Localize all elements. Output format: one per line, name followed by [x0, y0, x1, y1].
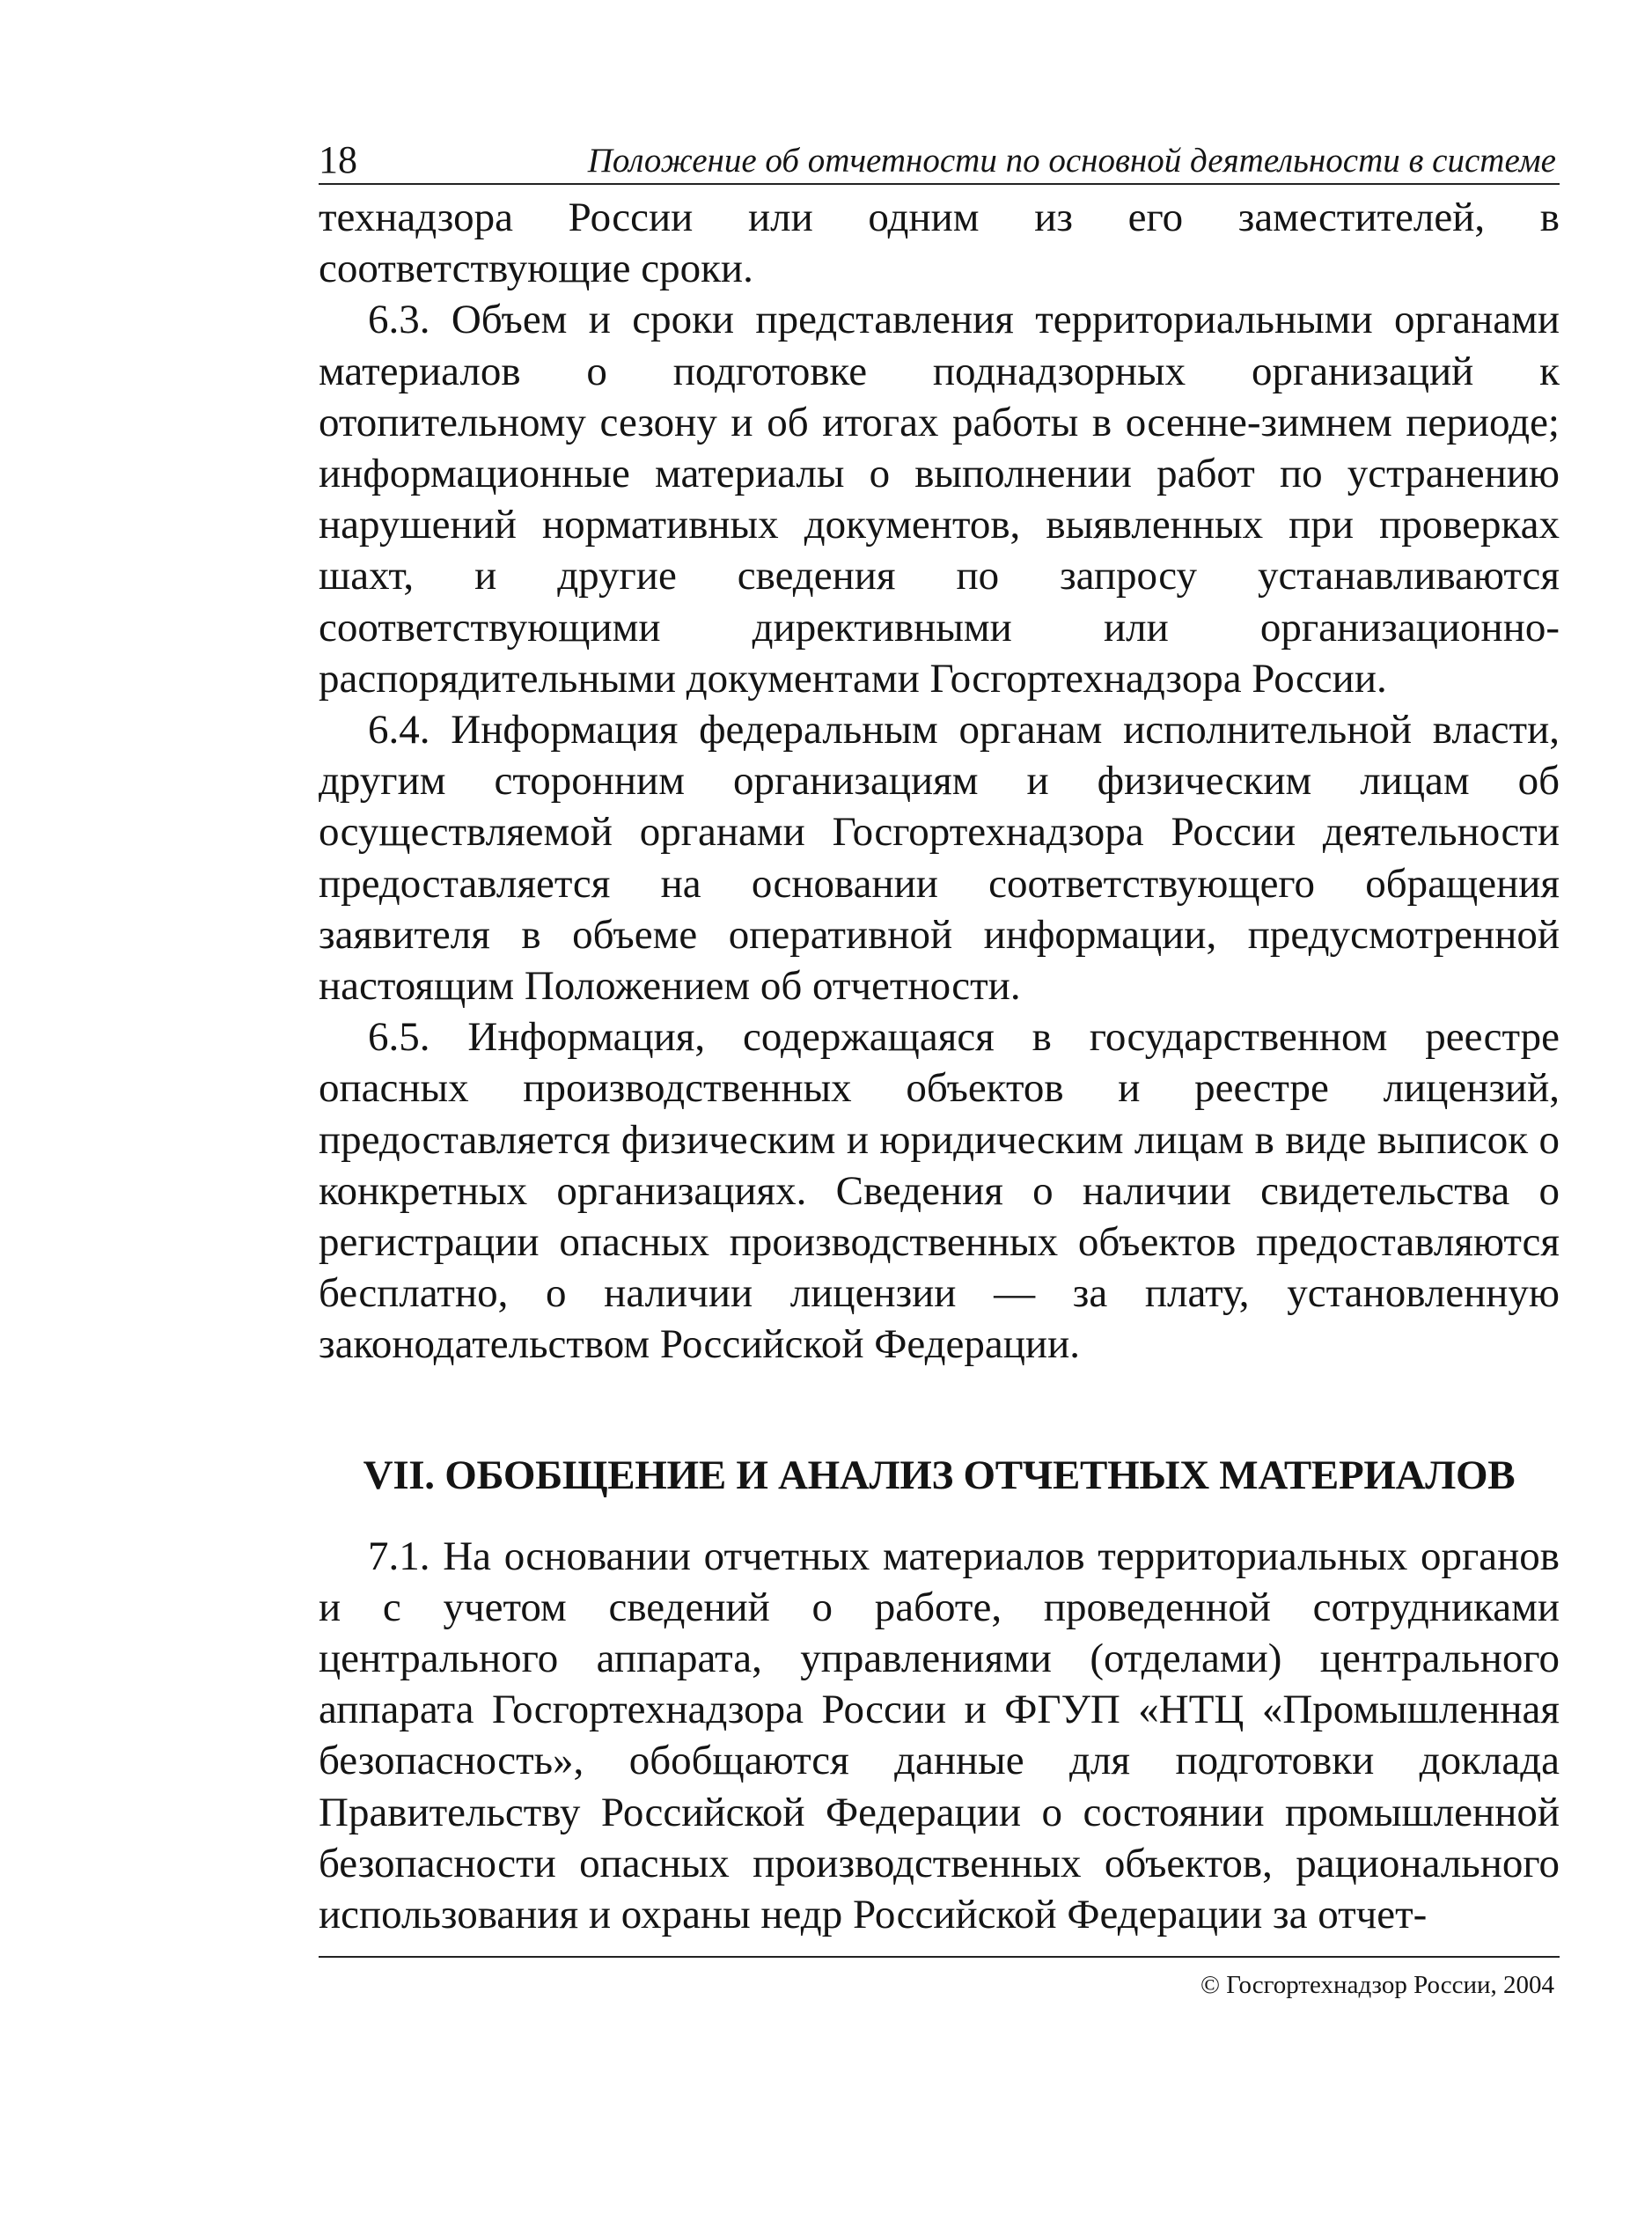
- body-text: [319, 192, 1560, 1371]
- paragraph-6-3: 6.3. Объем и сроки представления территориальными органами материалов о подготовке поднадзорных организаций к отопительному сезону и об итогах работы в осенне-зимнем периоде; информационные материалы о выполнении работ по устранению нарушений нормативных документов, выявленных при проверках шахт, и другие сведения по запросу устанавливаются соответствующими директивными или организационно-распорядительными документами Госгортехнадзора России.: [319, 297, 1560, 702]
- paragraph-6-4: 6.4. Информация федеральным органам исполнительной власти, другим сторонним организациям и физическим лицам об осуществляемой органами Госгортехнадзора России деятельности предоставляется на основании соответствующего обращения заявителя в объеме оперативной информации, предусмотренной настоящим Положением об отчетности.: [319, 707, 1560, 1010]
- paragraph-7-1: 7.1. На основании отчетных материалов территориальных органов и с учетом сведений о работе, проведенной сотрудниками центрального аппарата, управлениями (отделами) центрального аппарата Госгортехнадзора России и ФГУП «НТЦ «Промышленная безопасность», обобщаются данные для подготовки доклада Правительству Российской Федерации о состоянии промышленной безопасности опасных производственных объектов, рационального использования и охраны недр Российской Федерации за отчет-: [319, 1533, 1560, 1938]
- running-header: [319, 132, 1560, 185]
- paragraph-6-5: 6.5. Информация, содержащаяся в государственном реестре опасных производственных объектов и реестре лицензий, предоставляется физическим и юридическим лицам в виде выписок о конкретных организациях. Сведения о наличии свидетельства о регистрации опасных производственных объектов предоставляются бесплатно, о наличии лицензии — за плату, установленную законодательством Российской Федерации.: [319, 1014, 1560, 1368]
- section-heading: VII. ОБОБЩЕНИЕ И АНАЛИЗ ОТЧЕТНЫХ МАТЕРИАЛОВ: [363, 1452, 1516, 1498]
- page-number: 18: [319, 138, 357, 181]
- copyright-footer: © Госгортехнадзор России, 2004: [1200, 1971, 1554, 2000]
- document-page: [319, 132, 1560, 1998]
- running-title: Положение об отчетности по основной деятельности в системе: [587, 142, 1556, 180]
- section-gap: [319, 1501, 1560, 1531]
- paragraph-continuation: технадзора России или одним из его заместителей, в соответствующие сроки.: [319, 195, 1560, 292]
